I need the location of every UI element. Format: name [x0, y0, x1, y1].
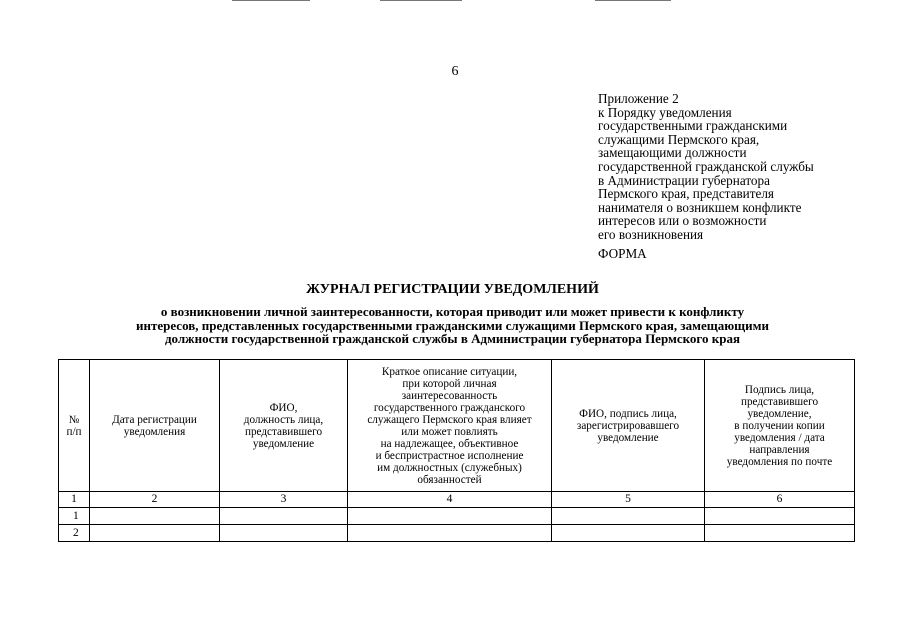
table-cell	[220, 525, 348, 542]
header-row	[59, 360, 855, 492]
table-body	[59, 492, 855, 542]
table-cell	[348, 508, 552, 525]
appendix-block	[598, 92, 888, 242]
appendix-line: в Администрации губернатора	[598, 172, 770, 188]
table-cell	[552, 525, 705, 542]
header-line: и беспристрастное исполнение	[375, 449, 524, 462]
header-line: обязанностей	[417, 473, 482, 486]
appendix-line: интересов или о возможности	[598, 213, 767, 229]
header-line: уведомления	[123, 425, 186, 438]
column-number-cell: 5	[552, 492, 705, 508]
appendix-line: служащими Пермского края,	[598, 131, 760, 147]
header-line: ФИО, подпись лица,	[579, 407, 677, 420]
scan-edge-line-right	[595, 0, 671, 1]
header-line: зарегистрировавшего	[576, 419, 680, 432]
header-line: должность лица,	[243, 413, 324, 426]
column-number-cell: 6	[705, 492, 855, 508]
form-label: ФОРМА	[598, 246, 647, 261]
header-line: им должностных (служебных)	[377, 461, 522, 474]
table-row	[59, 508, 855, 525]
header-line: или может повлиять	[401, 425, 498, 438]
journal-table	[58, 359, 855, 542]
column-number-cell: 4	[348, 492, 552, 508]
table-header	[59, 360, 855, 492]
header-line: уведомления по почте	[726, 455, 833, 468]
header-line: уведомление	[252, 437, 315, 450]
header-cell-copy-receipt	[705, 360, 855, 492]
header-line: №	[68, 413, 80, 426]
appendix-line: государственными гражданскими	[598, 118, 788, 134]
scan-edge-line-center	[380, 0, 462, 1]
header-line: на надлежащее, объективное	[380, 437, 519, 450]
header-line: Краткое описание ситуации,	[381, 365, 518, 378]
header-line: государственного гражданского	[373, 401, 526, 414]
table-cell	[90, 508, 220, 525]
header-line: п/п	[66, 425, 82, 438]
column-number-cell: 3	[220, 492, 348, 508]
table-cell	[552, 508, 705, 525]
appendix-line: замещающими должности	[598, 145, 747, 161]
header-line: при которой личная	[402, 377, 497, 390]
appendix-line: Пермского края, представителя	[598, 186, 775, 202]
table-cell	[705, 525, 855, 542]
header-line: уведомление	[597, 431, 659, 444]
journal-title: ЖУРНАЛ РЕГИСТРАЦИИ УВЕДОМЛЕНИЙ	[306, 282, 599, 297]
header-line: ФИО,	[269, 401, 298, 414]
header-cell-situation-description	[348, 360, 552, 492]
header-cell-registration-date	[90, 360, 220, 492]
header-line: в получении копии	[734, 419, 825, 432]
table-row	[59, 525, 855, 542]
appendix-line: Приложение 2	[598, 91, 679, 106]
header-cell-registrar-signature	[552, 360, 705, 492]
header-cell-submitter-name	[220, 360, 348, 492]
page-number: 6	[451, 64, 459, 79]
table-cell: 2	[59, 525, 90, 542]
table-cell	[348, 525, 552, 542]
table-cell: 1	[59, 508, 90, 525]
appendix-line: нанимателя о возникшем конфликте	[598, 199, 802, 215]
column-number-cell: 2	[90, 492, 220, 508]
appendix-line: государственной гражданской службы	[598, 158, 814, 174]
header-line: представившего	[244, 425, 323, 438]
scan-edge-line-left	[232, 0, 310, 1]
header-line: представившего	[740, 395, 819, 408]
header-line: направления	[749, 443, 810, 456]
header-cell-number	[59, 360, 90, 492]
header-line: уведомления / дата	[734, 431, 825, 444]
appendix-line: его возникновения	[598, 226, 704, 242]
table-cell	[90, 525, 220, 542]
appendix-line: к Порядку уведомления	[598, 104, 732, 120]
column-number-cell: 1	[59, 492, 90, 508]
header-line: заинтересованность	[401, 389, 498, 402]
subtitle-line: о возникновении личной заинтересованности, которая приводит или может привести к конфликту	[160, 304, 745, 319]
header-line: уведомление,	[747, 407, 812, 420]
header-line: Подпись лица,	[744, 383, 815, 396]
journal-subtitle	[0, 305, 905, 346]
column-number-row	[59, 492, 855, 508]
subtitle-line: должности государственной гражданской службы в Администрации губернатора Пермского края	[164, 331, 741, 346]
header-line: Дата регистрации	[112, 413, 197, 426]
table-cell	[220, 508, 348, 525]
table-cell	[705, 508, 855, 525]
subtitle-line: интересов, представленных государственными гражданскими служащими Пермского края, замещающими	[136, 317, 769, 333]
header-line: служащего Пермского края влияет	[367, 413, 532, 426]
